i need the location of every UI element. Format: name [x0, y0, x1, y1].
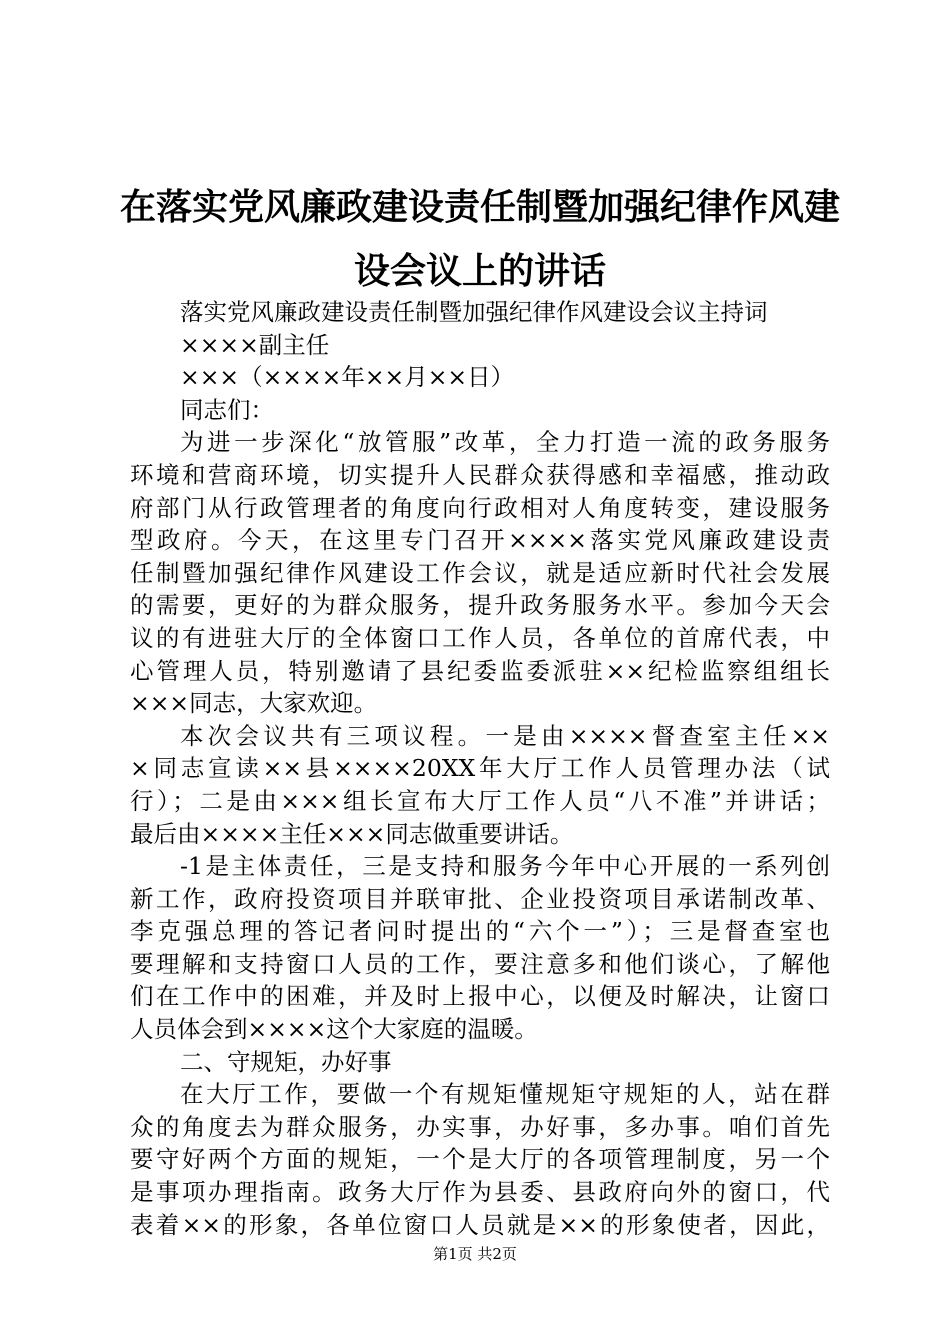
- paragraph-line: 心管理人员，特别邀请了县纪委监委派驻××纪检监察组组长: [130, 656, 830, 685]
- paragraph-line: 要理解和支持窗口人员的工作，要注意多和他们谈心，了解他: [130, 949, 830, 978]
- subtitle-line: 落实党风廉政建设责任制暨加强纪律作风建设会议主持词: [180, 298, 768, 326]
- paragraph-line: 们在工作中的困难，并及时上报中心，以便及时解决，让窗口: [130, 982, 830, 1011]
- paragraph-line: 李克强总理的答记者问时提出的“六个一”）；三是督查室也: [130, 917, 830, 946]
- paragraph-line: 府部门从行政管理者的角度向行政相对人角度转变，建设服务: [130, 493, 830, 522]
- paragraph-line: 表着××的形象，各单位窗口人员就是××的形象使者，因此，: [130, 1210, 830, 1239]
- speaker-line: ××××副主任: [180, 330, 330, 359]
- paragraph-line: 的需要，更好的为群众服务，提升政务服务水平。参加今天会: [130, 591, 830, 620]
- section-heading: 二、守规矩，办好事: [180, 1047, 392, 1076]
- paragraph-line: 是事项办理指南。政务大厅作为县委、县政府向外的窗口，代: [130, 1178, 830, 1207]
- document-title-line-1: 在落实党风廉政建设责任制暨加强纪律作风建: [119, 187, 840, 228]
- document-body: [130, 296, 830, 1241]
- paragraph-line: ×同志宣读××县××××20XX年大厅工作人员管理办法（试: [130, 754, 830, 783]
- paragraph-line: 要守好两个方面的规矩，一个是大厅的各项管理制度，另一个: [130, 1145, 830, 1174]
- paragraph-line: 议的有进驻大厅的全体窗口工作人员，各单位的首席代表，中: [130, 623, 830, 652]
- paragraph-line: ×××同志，大家欢迎。: [130, 689, 378, 718]
- paragraph-line: 型政府。今天，在这里专门召开××××落实党风廉政建设责: [130, 526, 830, 555]
- paragraph-line: 环境和营商环境，切实提升人民群众获得感和幸福感，推动政: [130, 460, 830, 489]
- paragraph-line: 本次会议共有三项议程。一是由××××督查室主任××: [180, 721, 830, 750]
- paragraph-line: 行）；二是由×××组长宣布大厅工作人员“八不准”并讲话；: [130, 786, 830, 815]
- paragraph-line: 任制暨加强纪律作风建设工作会议，就是适应新时代社会发展: [130, 558, 830, 587]
- paragraph-line: 为进一步深化“放管服”改革，全力打造一流的政务服务: [180, 428, 830, 457]
- document-title-line-2: 设会议上的讲话: [353, 251, 606, 292]
- paragraph-line: 众的角度去为群众服务，办实事，办好事，多办事。咱们首先: [130, 1112, 830, 1141]
- salutation-line: 同志们：: [180, 395, 274, 424]
- date-line: ×××（××××年××月××日）: [180, 363, 515, 392]
- page-footer: 第1页 共2页: [433, 1245, 517, 1263]
- paragraph-line: -1是主体责任，三是支持和服务今年中心开展的一系列创: [180, 852, 830, 881]
- paragraph-line: 人员体会到××××这个大家庭的温暖。: [130, 1015, 538, 1044]
- paragraph-line: 在大厅工作，要做一个有规矩懂规矩守规矩的人，站在群: [180, 1080, 830, 1109]
- paragraph-line: 最后由××××主任×××同志做重要讲话。: [130, 819, 574, 848]
- paragraph-line: 新工作，政府投资项目并联审批、企业投资项目承诺制改革、: [130, 884, 830, 913]
